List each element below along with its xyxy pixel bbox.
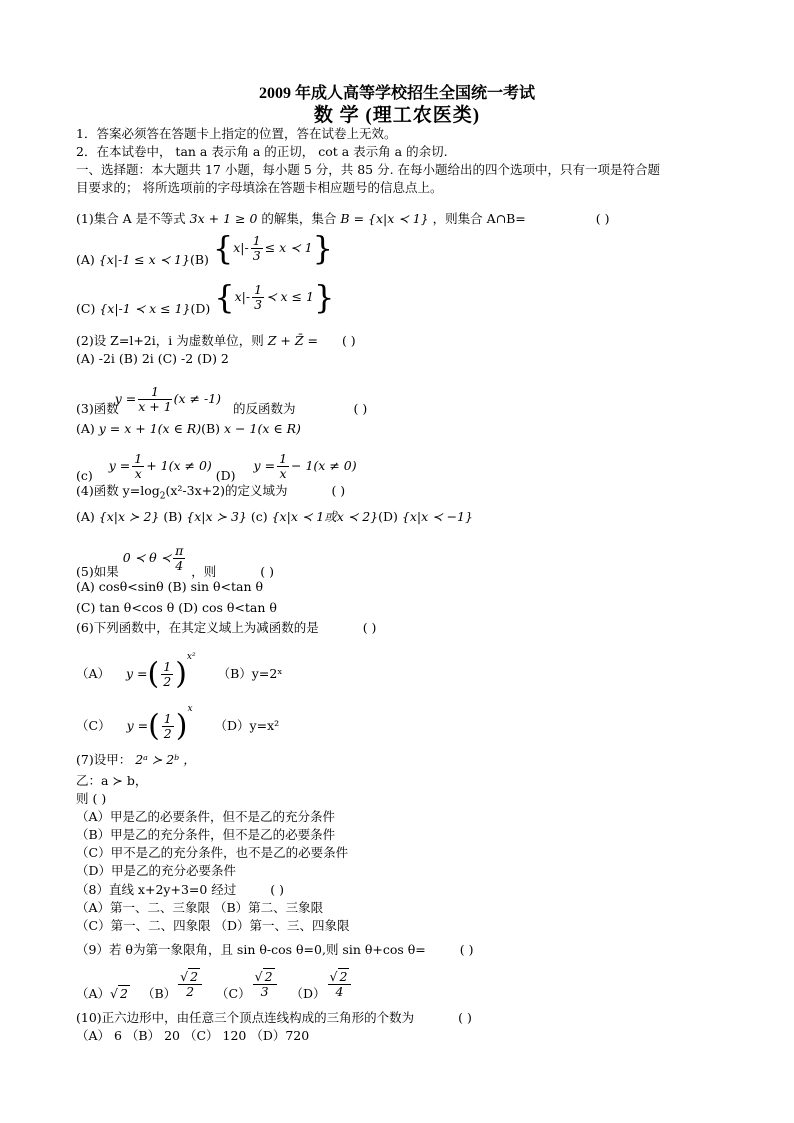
q1-set-b: B = {x|x ≺ 1} (340, 211, 429, 226)
q7-option-b: （B）甲是乙的充分条件，但不是乙的必要条件 (76, 827, 336, 842)
exam-subject: 数 学 (理工农医类) (313, 105, 481, 126)
q2-options: (A) -2i (B) 2i (C) -2 (D) 2 (76, 351, 229, 366)
q4-options: (A) {x|x ≻ 2} (B) {x|x ≻ 3} (c) {x|x ≺ 1或x ≺ 2}(D) {x|x ≺ −1} (76, 509, 473, 524)
q10-options: （A） 6 （B） 20 （C） 120 （D）720 (76, 1028, 310, 1043)
q6-option-ab: （A） y =( $\frac{1}{2}$ )$^{x^2}$ （B）y=2ˣ (76, 651, 283, 692)
question-4-stem: (4)函数 $y=\log_2(x^2-3x+2)$的定义域为 ( ) (76, 483, 346, 502)
answer-paren: ( ) (595, 211, 610, 226)
question-9-stem: （9）若 θ为第一象限角，且 sin θ-cos θ=0,则 sin θ+cos θ= ( ) (76, 942, 474, 957)
question-8-stem: （8）直线 x+2y+3=0 经过 ( ) (76, 882, 285, 897)
q7-option-a: （A）甲是乙的必要条件，但不是乙的充分条件 (76, 809, 336, 824)
q6-option-cd: （C） y =( $\frac{1}{2}$ )$^x$ （D）y=x² (76, 703, 280, 744)
question-1-stem: (1)集合 A 是不等式 3x + 1 ≥ 0 的解集，集合 B = {x|x ≺ 1} ，则集合 A∩B= ( ) (76, 211, 610, 226)
q5-options-ab: (A) cosθ<sinθ (B) sin θ<tan θ (76, 579, 264, 594)
note-1: 1．答案必须答在答题卡上指定的位置，答在试卷上无效。 (76, 126, 397, 141)
q7-condition-yi: 乙：a ≻ b， (76, 773, 148, 788)
section-instructions-cont: 目要求的； 将所选项前的字母填涂在答题卡相应题号的信息点上。 (76, 180, 443, 195)
q1-option-cd: (C) {x|-1 ≺ x ≤ 1}(D) {x|- $\frac{1}{3}$ ≺ x ≤ 1} (76, 278, 335, 317)
question-3-stem: (3)函数 y = $\frac{1}{x + 1}$ (x ≠ -1) 的反函数为 ( ) (76, 384, 368, 416)
question-2-stem: (2)设 Z=l+2i，i 为虚数单位，则 Z + Z̄ = ( ) (76, 333, 356, 348)
q7-option-c: （C）甲不是乙的充分条件，也不是乙的必要条件 (76, 845, 349, 860)
section-instructions: 一、选择题：本大题共 17 小题，每小题 5 分，共 85 分. 在每小题给出的四个选项中，只有一项是符合题 (76, 162, 661, 177)
q7-option-d: （D）甲是乙的充分必要条件 (76, 863, 237, 878)
exam-title: 2009 年成人高等学校招生全国统一考试 (258, 85, 535, 102)
question-7-stem: (7)设甲： 2ᵃ ≻ 2ᵇ ， (76, 752, 196, 767)
q5-options-cd: (C) tan θ<cos θ (D) cos θ<tan θ (76, 600, 277, 615)
q3-option-cd: (c) y = $\frac{1}{x}$ + 1(x ≠ 0) (D) y = $\frac{1}{x}$ − 1(x ≠ 0) (76, 451, 357, 483)
note-2: 2．在本试卷中， tan a 表示角 a 的正切， cot a 表示角 a 的余切. (76, 144, 448, 159)
q1-inequality: 3x + 1 ≥ 0 (189, 211, 258, 226)
question-5-stem: (5)如果 0 ≺ θ ≺ $\frac{\pi}{4}$ ，则 ( ) (76, 543, 274, 579)
question-10-stem: (10)正六边形中，由任意三个顶点连线构成的三角形的个数为 ( ) (76, 1010, 472, 1025)
question-6-stem: (6)下列函数中，在其定义域上为减函数的是 ( ) (76, 620, 377, 635)
q3-option-ab: (A) y = x + 1(x ∈ R)(B) x − 1(x ∈ R) (76, 421, 301, 436)
q8-options-cd: （C）第一、二、四象限 （D）第一、三、四象限 (76, 918, 350, 933)
q7-then: 则 ( ) (76, 791, 107, 806)
q8-options-ab: （A）第一、二、三象限 （B）第二、三象限 (76, 900, 324, 915)
q1-option-ab: (A) {x|-1 ≤ x ≺ 1}(B) {x|- $\frac{1}{3}$ ≤ x ≺ 1} (76, 229, 333, 268)
q9-options: （A）√ 2 （B） $\frac{√ 2}{2}$ （C） $\frac{√ 2}{3}$ （D） $\frac{√ 2}{4}$ (76, 980, 353, 1009)
